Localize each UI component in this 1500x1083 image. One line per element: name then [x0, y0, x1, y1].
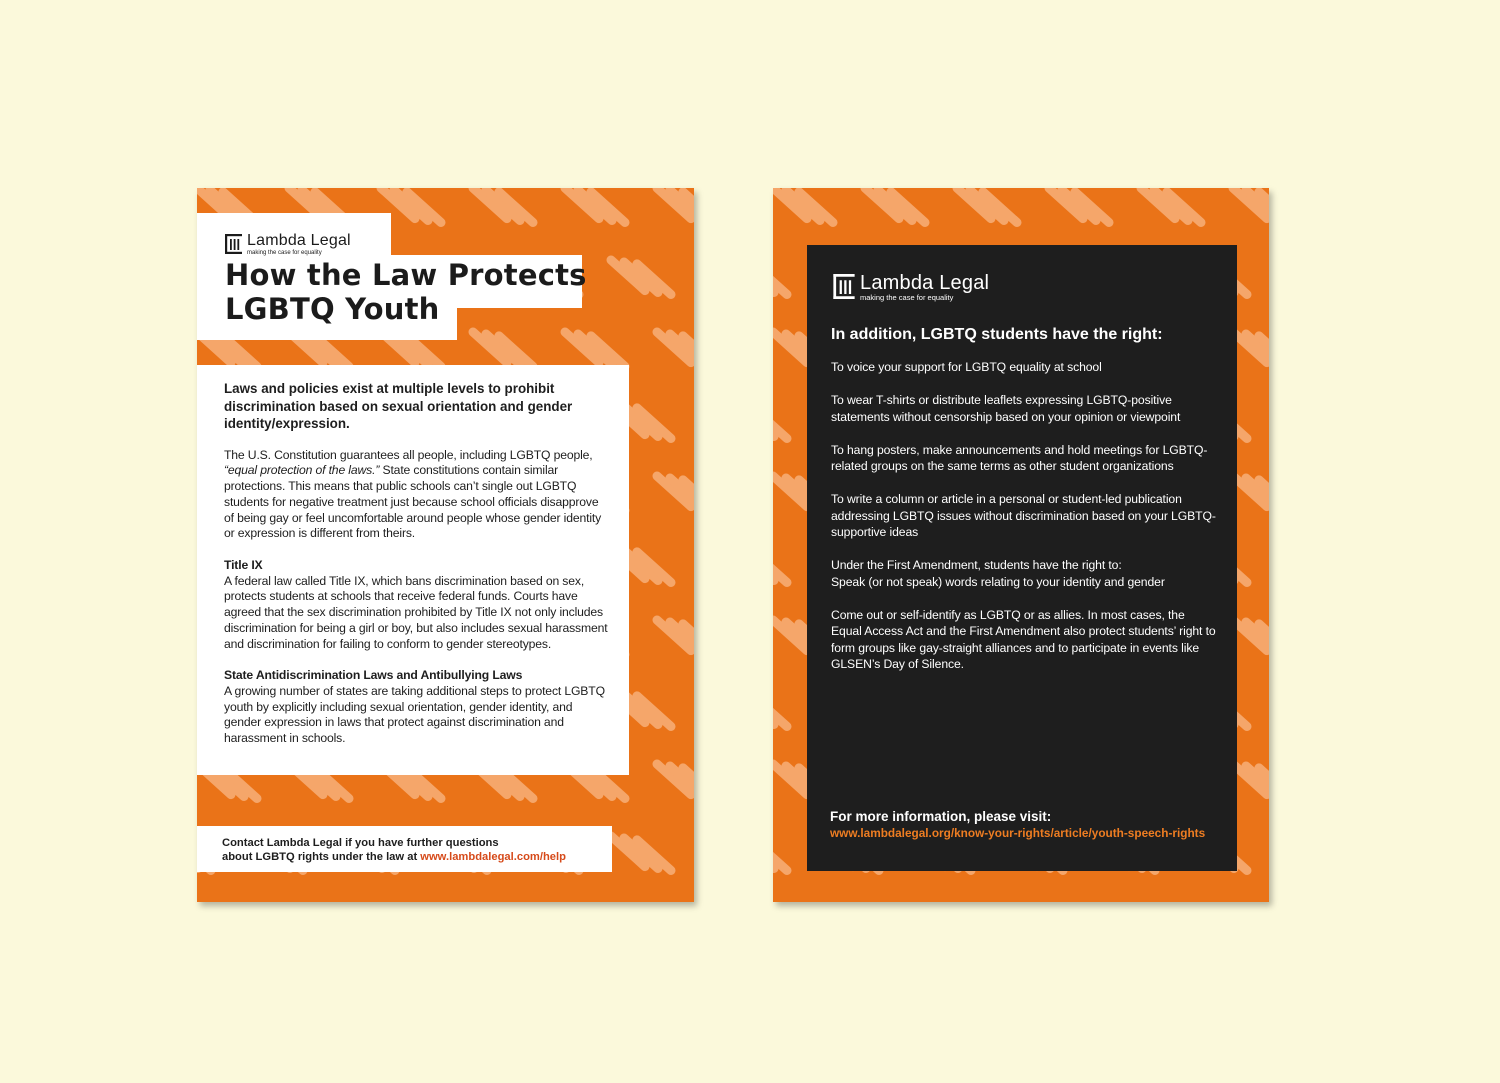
rights-heading: In addition, LGBTQ students have the right:	[831, 326, 1163, 343]
section-text-title-ix: A federal law called Title IX, which bans discrimination based on sex, protects students at schools that receive federal funds. Courts have agreed that the sex discrimination prohibited by Title IX not only includes discrimination for being a girl or boy, but also includes sexual harassment and discrimination for failing to conform to gender stereotypes.	[224, 573, 608, 651]
state-laws-section	[224, 668, 609, 747]
more-info-label: For more information, please visit:	[830, 809, 1052, 824]
more-info-link[interactable]: www.lambdalegal.org/know-your-rights/article/youth-speech-rights	[830, 826, 1206, 840]
lead-paragraph: Laws and policies exist at multiple levels to prohibit discrimination based on sexual orientation and gender identity/expression.	[224, 381, 573, 431]
lambda-legal-logo	[225, 233, 351, 257]
body-text	[224, 380, 609, 747]
section-heading-state-laws: State Antidiscrimination Laws and Antibullying Laws	[224, 668, 523, 683]
title-ix-section	[224, 558, 609, 653]
first-amendment-intro: Under the First Amendment, students have the right to:	[831, 558, 1122, 573]
contact-line-1: Contact Lambda Legal if you have further questions	[222, 837, 499, 849]
columns-logo-icon	[225, 234, 242, 254]
rights-item: To hang posters, make announcements and hold meetings for LGBTQ-related groups on the same terms as other student organizations	[831, 442, 1208, 474]
help-link[interactable]: www.lambdalegal.com/help	[420, 851, 566, 864]
columns-logo-icon	[833, 274, 855, 299]
para1-text-a: The U.S. Constitution guarantees all people, including LGBTQ people,	[224, 447, 593, 462]
front-card	[197, 188, 694, 902]
section-text-state-laws: A growing number of states are taking additional steps to protect LGBTQ youth by explicitly including sexual orientation, gender identity, and gender expression in laws that protect against discrimination and harassment in schools.	[224, 683, 605, 746]
rights-item: Come out or self-identify as LGBTQ or as allies. In most cases, the Equal Access Act and the First Amendment also protect students’ right to form groups like gay-straight alliances and to participate in events like GLSEN’s Day of Silence.	[831, 607, 1216, 671]
rights-list	[831, 324, 1216, 689]
contact-line-2: about LGBTQ rights under the law at	[222, 851, 421, 864]
logo-tagline: making the case for equality	[247, 250, 322, 256]
logo-wordmark: Lambda Legal	[860, 272, 990, 294]
title-line-2: LGBTQ Youth	[225, 292, 440, 326]
para1-text-b: State constitutions contain similar protections. This means that public schools can’t single out LGBTQ students for negative treatment just because school officials disapprove of being gay or feel uncomfortable around people whose gender identity or expression is different from theirs.	[224, 463, 602, 541]
logo-tagline: making the case for equality	[860, 293, 954, 302]
back-card	[773, 188, 1269, 902]
rights-item: To wear T-shirts or distribute leaflets expressing LGBTQ-positive statements without censorship based on your opinion or viewpoint	[831, 393, 1181, 424]
contact-text	[222, 836, 607, 865]
section-heading-title-ix: Title IX	[224, 557, 263, 572]
first-amendment-right: Speak (or not speak) words relating to your identity and gender	[831, 574, 1165, 589]
lambda-legal-logo	[833, 273, 989, 302]
para1-quote: “equal protection of the laws.”	[224, 463, 380, 478]
page-title	[225, 258, 587, 326]
rights-item: To voice your support for LGBTQ equality at school	[831, 360, 1102, 374]
rights-item: To write a column or article in a personal or student-led publication addressing LGBTQ issues without discrimination based on your LGBTQ-supportive ideas	[831, 492, 1216, 540]
title-line-1: How the Law Protects	[225, 258, 587, 292]
logo-wordmark: Lambda Legal	[247, 232, 351, 249]
first-amendment-item	[831, 557, 1216, 590]
more-info	[830, 808, 1230, 841]
constitution-paragraph	[224, 448, 609, 543]
